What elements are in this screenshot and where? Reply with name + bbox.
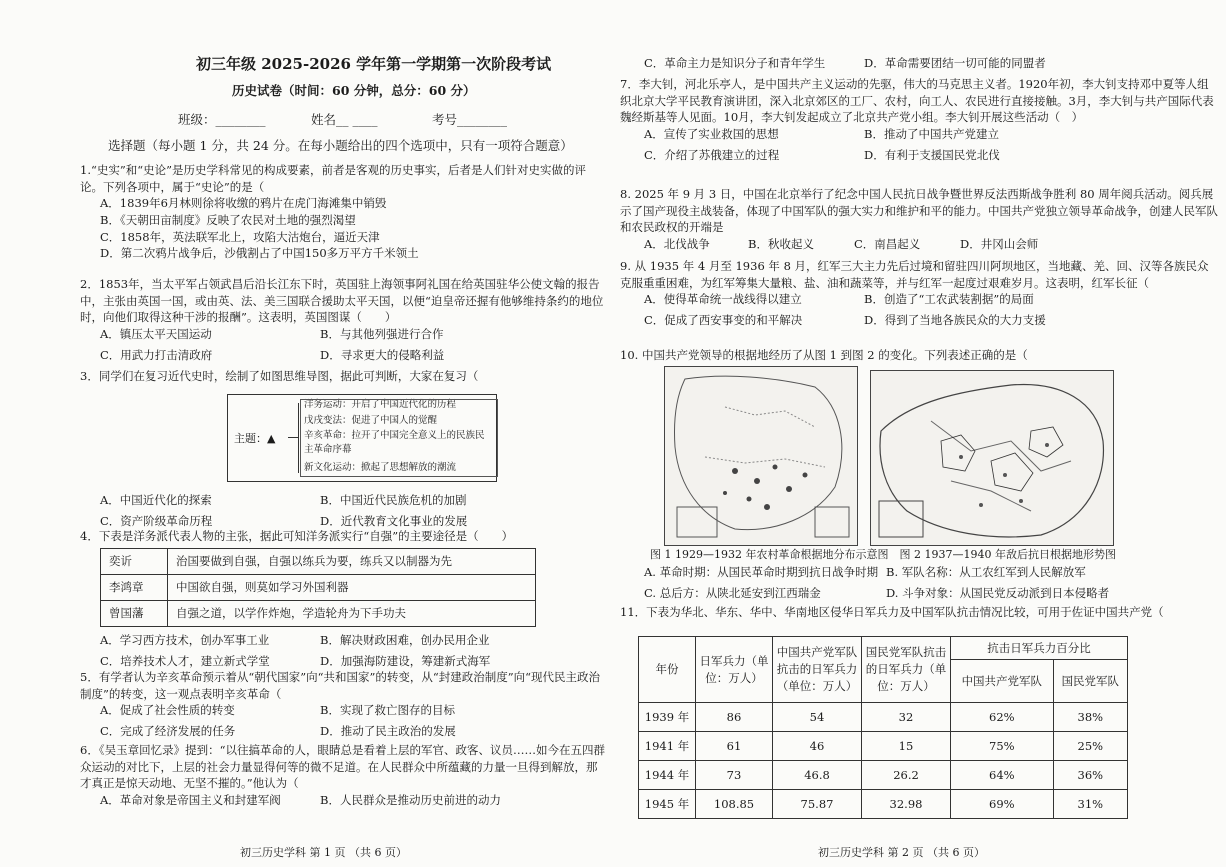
option-c[interactable]: C．促成了西安事变的和平解决 xyxy=(644,313,803,328)
id-field[interactable]: 考号________ xyxy=(432,112,508,127)
table-cell: 32.98 xyxy=(862,790,951,819)
question-10-options xyxy=(620,564,1220,606)
question-stem: 9. 从 1935 年 4 月至 1936 年 8 月，红军三大主力先后过境和留驻四川阿坝地区，当地藏、羌、回、汉等各族民众克服重重困难，为红军筹集大量粮、盐、油和蔬菜等，并与红军一起度过艰难岁月。这表明，红军长征（ xyxy=(620,259,1209,290)
table-cell: 73 xyxy=(696,761,773,790)
header-percentage: 抗击日军兵力百分比 xyxy=(951,637,1128,660)
question-5 xyxy=(80,669,608,744)
question-4 xyxy=(80,528,608,545)
table-cell: 36% xyxy=(1053,761,1127,790)
table-cell: 1945 年 xyxy=(639,790,696,819)
mindmap-item: 洋务运动：开启了中国近代化的历程 xyxy=(304,399,457,410)
header-japan-troops: 日军兵力（单位：万人） xyxy=(696,637,773,703)
table-cell: 32 xyxy=(862,703,951,732)
option-d[interactable]: D．得到了当地各族民众的大力支援 xyxy=(864,313,1046,328)
options-row xyxy=(80,492,608,513)
header-cpc-percent: 中国共产党军队 xyxy=(951,660,1054,703)
table-cell: 李鸿章 xyxy=(101,575,168,601)
option-b[interactable]: B．《天朝田亩制度》反映了农民对土地的强烈渴望 xyxy=(100,213,356,228)
mindmap-item: 辛亥革命：拉开了中国完全意义上的民族民主革命序幕 xyxy=(304,430,485,456)
table-cell: 64% xyxy=(951,761,1054,790)
table-cell: 25% xyxy=(1053,732,1127,761)
option-b[interactable]: B．中国近代民族危机的加剧 xyxy=(320,493,467,507)
question-stem: 5．有学者认为辛亥革命预示着从“朝代国家”向“共和国家”的转变，从“封建政治制度”向“现代民主政治制度”的转变，这一观点表明辛亥革命（ xyxy=(80,670,600,701)
options-row xyxy=(620,147,1220,168)
option-a[interactable]: A．北伐战争 xyxy=(644,237,710,252)
options-row xyxy=(620,291,1220,312)
mindmap-bracket xyxy=(298,403,299,473)
table-cell: 108.85 xyxy=(696,790,773,819)
table-row xyxy=(639,790,1128,819)
table-cell: 61 xyxy=(696,732,773,761)
page-1 xyxy=(0,0,612,867)
option-c[interactable]: C．完成了经济发展的任务 xyxy=(100,724,236,739)
option-c[interactable]: C．资产阶级革命历程 xyxy=(100,514,213,528)
option-b[interactable]: B．推动了中国共产党建立 xyxy=(864,127,999,142)
section-instructions: 选择题（每小题 1 分，共 24 分。在每小题给出的四个选项中，只有一项符合题意） xyxy=(108,138,573,153)
exam-subtitle: 历史试卷（时间：60 分钟，总分：60 分） xyxy=(232,83,476,98)
option-a[interactable]: A．1839年6月林则徐将收缴的鸦片在虎门海滩集中销毁 xyxy=(100,196,387,211)
option-a[interactable]: A．革命对象是帝国主义和封建军阀 xyxy=(100,793,281,808)
mindmap-item: 戊戌变法：促进了中国人的觉醒 xyxy=(304,415,438,426)
option-b[interactable]: B．与其他列强进行合作 xyxy=(320,327,444,342)
table-cell: 31% xyxy=(1053,790,1127,819)
option-d[interactable]: D．加强海防建设，筹建新式海军 xyxy=(320,654,491,668)
option-d[interactable]: D．第二次鸦片战争后，沙俄割占了中国150多万平方千米领土 xyxy=(100,246,419,261)
option-b[interactable]: B．解决财政困难，创办民用企业 xyxy=(320,633,490,647)
option-a[interactable]: A．中国近代化的探索 xyxy=(100,493,212,507)
map-figure-2 xyxy=(870,370,1114,546)
exam-title: 初三年级 2025-2026 学年第一学期第一次阶段考试 xyxy=(196,55,552,73)
table-cell: 46.8 xyxy=(773,761,862,790)
question-8 xyxy=(620,186,1220,257)
option-c[interactable]: C．用武力打击清政府 xyxy=(100,348,213,363)
option-a[interactable]: A．促成了社会性质的转变 xyxy=(100,703,235,718)
option-a[interactable]: A．镇压太平天国运动 xyxy=(100,327,212,342)
table-cell: 奕䜣 xyxy=(101,549,168,575)
options-row xyxy=(620,55,1220,76)
option-d[interactable]: D．寻求更大的侵略利益 xyxy=(320,348,445,363)
map-2-drawing xyxy=(871,371,1113,545)
option-d[interactable]: D．推动了民主政治的发展 xyxy=(320,724,456,739)
mindmap-inner-box xyxy=(300,399,498,477)
option-b[interactable]: B. 军队名称：从工农红军到人民解放军 xyxy=(886,565,1086,579)
question-stem: 6．《吴玉章回忆录》提到：“以往搞革命的人，眼睛总是看着上层的军官、政客、议员……如今在五四群众运动的对比下，上层的社会力量显得何等的微不足道。在人民群众中所蕴藏的力量一旦得到解放，那才真正是惊天动地、无坚不摧的。”他认为（ xyxy=(80,743,605,791)
option-c[interactable]: C．培养技术人才，建立新式学堂 xyxy=(100,654,270,668)
reformers-table xyxy=(100,548,536,627)
option-d[interactable]: D．井冈山会师 xyxy=(960,237,1039,252)
page-footer: 初三历史学科 第 1 页 （共 6 页） xyxy=(240,846,407,859)
options-row xyxy=(80,347,608,368)
option-c[interactable]: C．革命主力是知识分子和青年学生 xyxy=(644,56,826,70)
map-caption: 图 1 1929—1932 年农村革命根据地分布示意图 图 2 1937—1940 年敌后抗日根据地形势图 xyxy=(650,548,1116,561)
map-figure-1 xyxy=(664,366,858,546)
page-footer: 初三历史学科 第 2 页 （共 6 页） xyxy=(818,846,985,859)
header-year: 年份 xyxy=(639,637,696,703)
option-b[interactable]: B．人民群众是推动历史前进的动力 xyxy=(320,793,501,808)
option-c[interactable]: C．南昌起义 xyxy=(854,237,921,252)
option-d[interactable]: D．革命需要团结一切可能的同盟者 xyxy=(864,56,1046,70)
table-row xyxy=(101,549,536,575)
question-stem: 3．同学们在复习近代史时，绘制了如图思维导图，据此可判断，大家在复习（ xyxy=(80,369,479,383)
header-cpc-fought: 中国共产党军队抗击的日军兵力（单位：万人） xyxy=(773,637,862,703)
question-9 xyxy=(620,258,1220,333)
name-field[interactable]: 姓名__ ____ xyxy=(311,112,378,127)
option-c[interactable]: C. 总后方：从陕北延安到江西瑞金 xyxy=(644,586,821,600)
option-b[interactable]: B．创造了“工农武装割据”的局面 xyxy=(864,292,1034,307)
mindmap xyxy=(227,394,497,482)
table-cell: 46 xyxy=(773,732,862,761)
question-stem: 1.“史实”和“史论”是历史学科常见的构成要素，前者是客观的历史事实，后者是人们针对史实做的评论。下列各项中，属于“史论”的是（ xyxy=(80,163,586,194)
option-a[interactable]: A．使得革命统一战线得以建立 xyxy=(644,292,802,307)
option-d[interactable]: D．有利于支援国民党北伐 xyxy=(864,148,1000,163)
table-row xyxy=(639,703,1128,732)
mindmap-item: 新文化运动：掀起了思想解放的潮流 xyxy=(304,462,457,473)
table-cell: 15 xyxy=(862,732,951,761)
mindmap-topic: 主题：▲ xyxy=(234,432,276,445)
table-row xyxy=(101,575,536,601)
options-row xyxy=(80,326,608,347)
option-a[interactable]: A．学习西方技术，创办军事工业 xyxy=(100,633,270,647)
troops-table xyxy=(638,636,1128,819)
table-cell: 38% xyxy=(1053,703,1127,732)
page-2 xyxy=(612,0,1226,867)
options-row xyxy=(80,702,608,723)
table-cell: 75% xyxy=(951,732,1054,761)
options-row xyxy=(620,126,1220,147)
header-kmt-percent: 国民党军队 xyxy=(1053,660,1127,703)
option-d[interactable]: D. 斗争对象：从国民党反动派到日本侵略者 xyxy=(886,586,1110,600)
table-row xyxy=(639,761,1128,790)
mindmap-connector xyxy=(288,437,298,438)
question-stem: 10. 中国共产党领导的根据地经历了从图 1 到图 2 的变化。下列表述正确的是（ xyxy=(620,348,1028,362)
option-b[interactable]: B．实现了救亡图存的目标 xyxy=(320,703,455,718)
option-a[interactable]: A. 革命时期：从国民革命时期到抗日战争时期 xyxy=(644,565,879,579)
question-2 xyxy=(80,276,608,368)
question-6-continued xyxy=(620,55,1220,76)
question-stem: 7．李大钊，河北乐亭人，是中国共产主义运动的先驱，伟大的马克思主义者。1920年初，李大钊支持邓中夏等人组织北京大学平民教育演讲团，深入北京郊区的工厂、农村，向工人、农民进行直接接触。3月，李大钊与共产国际代表魏经斯基等人见面。10月，李大钊发起成立了北京共产党小组。李大钊开展这些活动（ ） xyxy=(620,77,1214,125)
table-cell: 62% xyxy=(951,703,1054,732)
table-cell: 治国要做到自强，自强以练兵为要，练兵又以制器为先 xyxy=(168,549,536,575)
table-header-row xyxy=(639,637,1128,660)
options-row xyxy=(80,632,608,653)
header-kmt-fought: 国民党军队抗击的日军兵力（单位：万人） xyxy=(862,637,951,703)
question-10 xyxy=(620,347,1220,364)
table-cell: 26.2 xyxy=(862,761,951,790)
question-1 xyxy=(80,162,608,262)
table-cell: 1944 年 xyxy=(639,761,696,790)
option-c[interactable]: C．介绍了苏俄建立的过程 xyxy=(644,148,780,163)
option-b[interactable]: B．秋收起义 xyxy=(748,237,814,252)
question-11 xyxy=(620,604,1220,621)
map-1-drawing xyxy=(665,367,857,545)
table-cell: 自强之道，以学作炸炮，学造轮舟为下手功夫 xyxy=(168,601,536,627)
table-cell: 75.87 xyxy=(773,790,862,819)
table-cell: 54 xyxy=(773,703,862,732)
table-cell: 86 xyxy=(696,703,773,732)
question-3 xyxy=(80,368,608,385)
question-4-options xyxy=(80,632,608,674)
option-d[interactable]: D．近代教育文化事业的发展 xyxy=(320,514,468,528)
table-cell: 曾国藩 xyxy=(101,601,168,627)
table-row xyxy=(639,732,1128,761)
options-row xyxy=(80,792,608,813)
question-stem: 4．下表是洋务派代表人物的主张，据此可知洋务派实行“自强”的主要途径是（ ） xyxy=(80,529,514,543)
question-stem: 8. 2025 年 9 月 3 日，中国在北京举行了纪念中国人民抗日战争暨世界反法西斯战争胜利 80 周年阅兵活动。阅兵展示了国产现役主战装备，体现了中国军队的强大实力和维护和平的能力。中国共产党独立领导革命战争，创建人民军队和农民政权的开端是 xyxy=(620,187,1218,235)
table-cell: 1939 年 xyxy=(639,703,696,732)
question-6 xyxy=(80,742,608,813)
options-row xyxy=(620,312,1220,333)
options-row xyxy=(620,564,1220,585)
options-row xyxy=(620,236,1220,257)
class-field[interactable]: 班级：________ xyxy=(178,112,266,127)
option-a[interactable]: A．宣传了实业救国的思想 xyxy=(644,127,779,142)
table-row xyxy=(101,601,536,627)
option-c[interactable]: C．1858年，英法联军北上，攻陷大沽炮台，逼近天津 xyxy=(100,229,380,244)
table-cell: 69% xyxy=(951,790,1054,819)
table-cell: 1941 年 xyxy=(639,732,696,761)
table-cell: 中国欲自强，则莫如学习外国利器 xyxy=(168,575,536,601)
question-7 xyxy=(620,76,1220,168)
options-row xyxy=(620,585,1220,606)
question-stem: 11．下表为华北、华东、华中、华南地区侵华日军兵力及中国军队抗击情况比较，可用于佐证中国共产党（ xyxy=(620,605,1164,619)
question-stem: 2．1853年，当太平军占领武昌后沿长江东下时，英国驻上海领事阿礼国在给英国驻华公使文翰的报告中，主张由英国一国，或由英、法、美三国联合援助太平天国，以便“迫皇帝还握有他够维持条约的地位时，向他们取得这种干涉的报酬”。这表明，英国图谋（ ） xyxy=(80,277,604,325)
